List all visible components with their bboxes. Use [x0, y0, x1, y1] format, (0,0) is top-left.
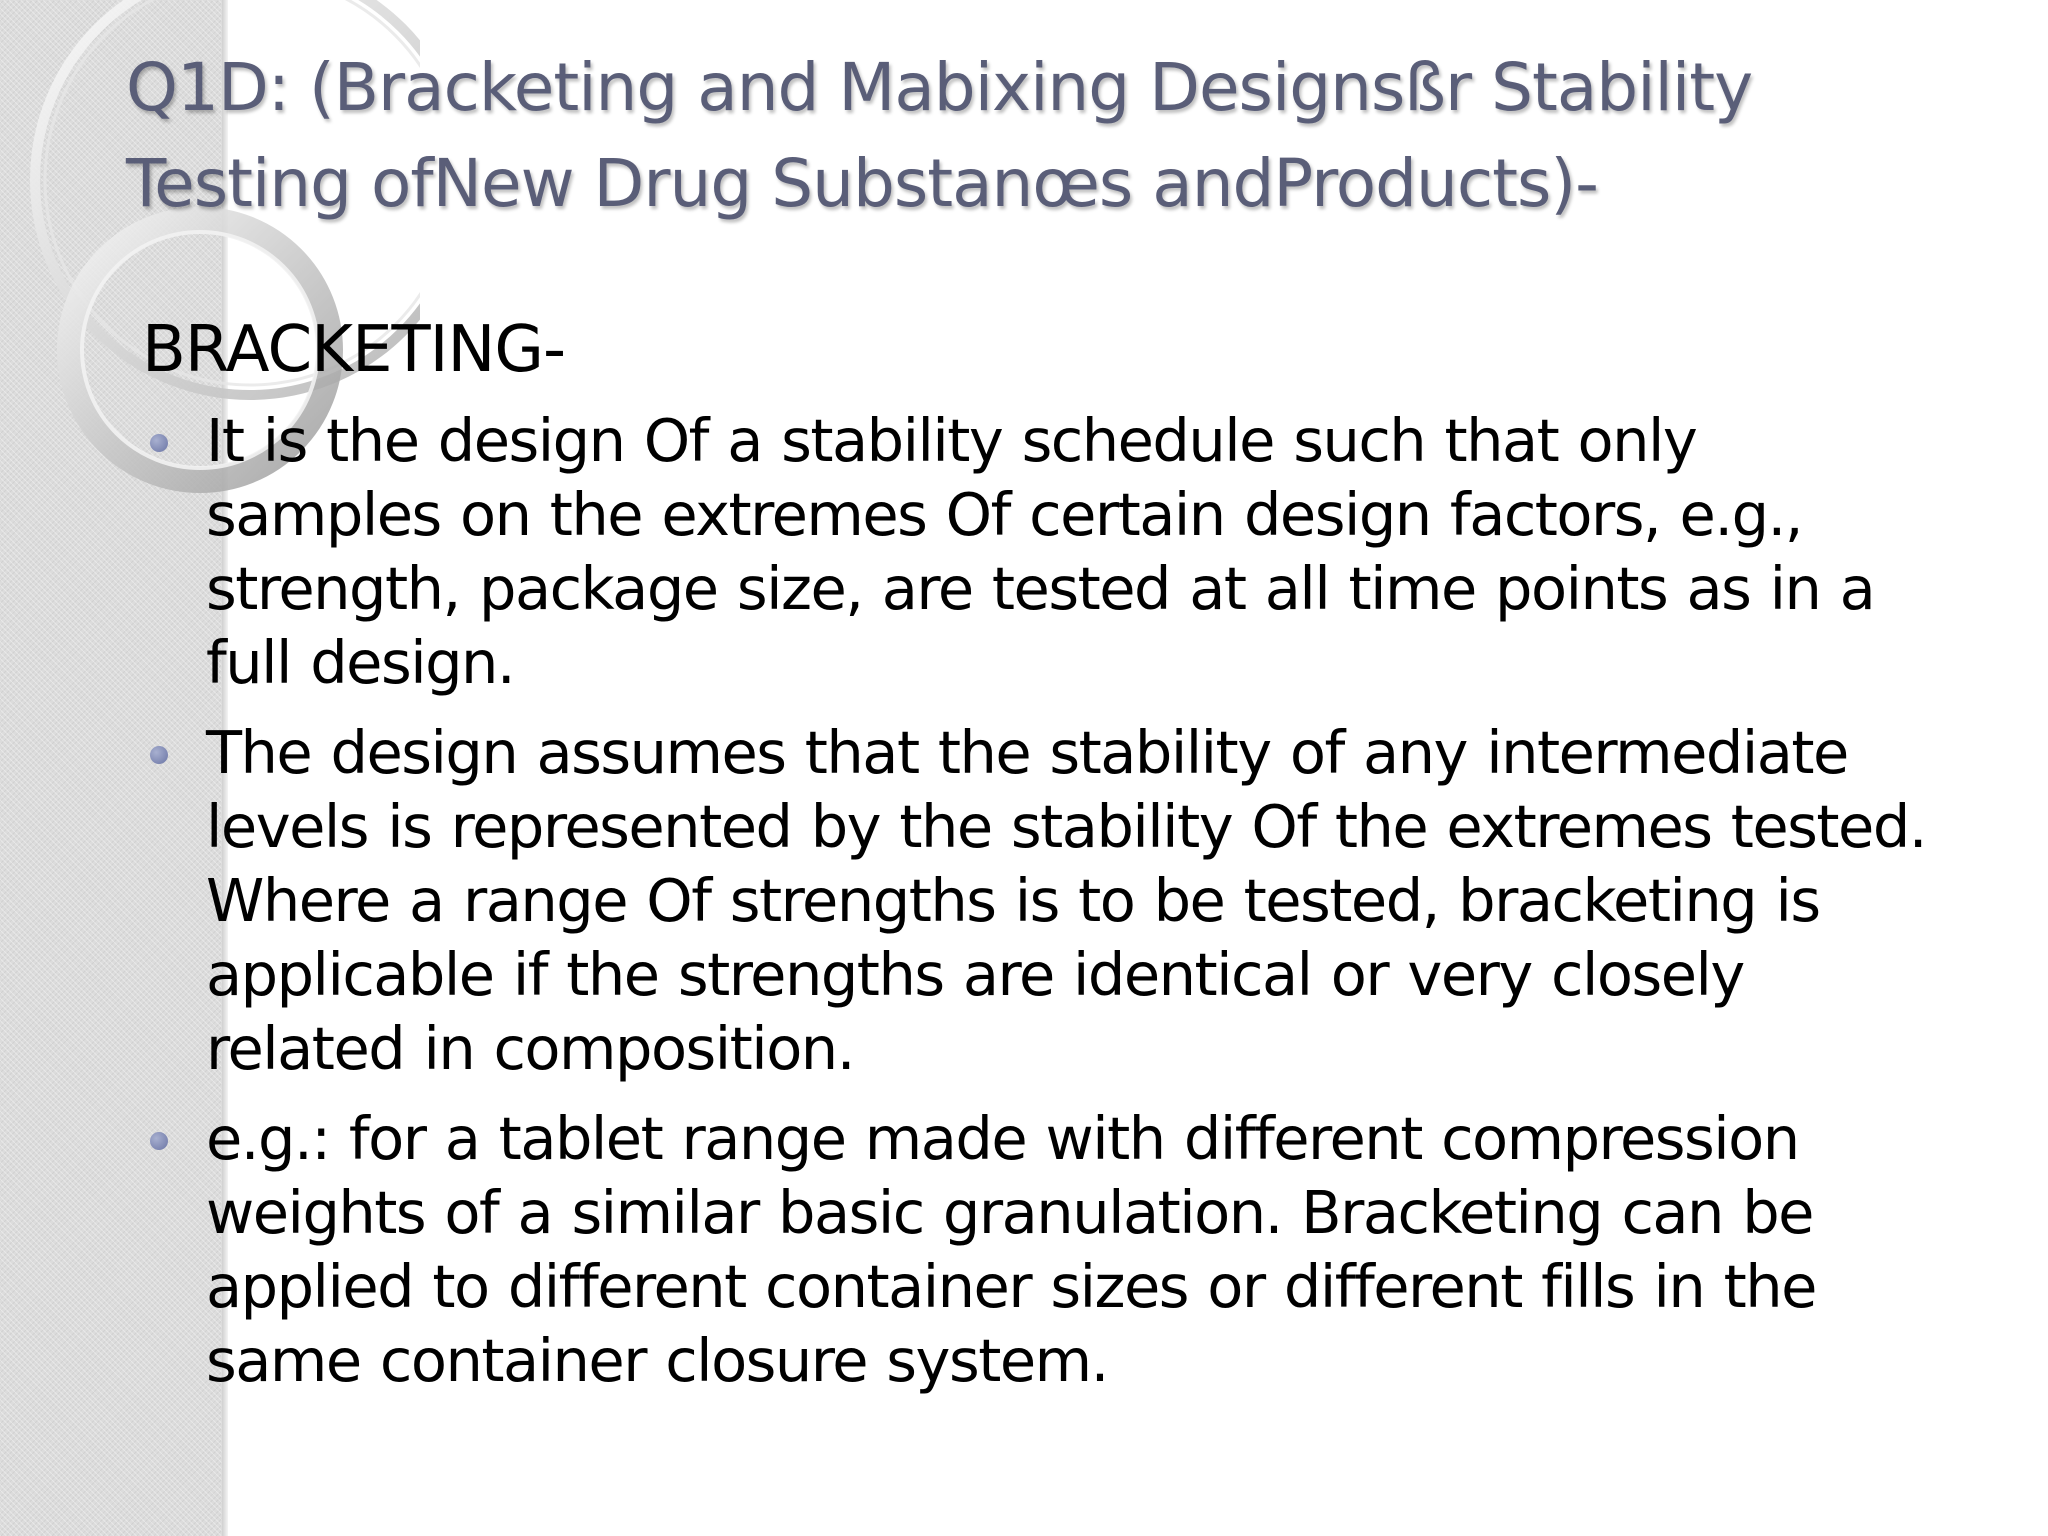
bullet-list [142, 404, 1942, 1414]
bullet-text: The design assumes that the stability of any intermediate levels is represented by the stability Of the extremes tested. Where a range Of strengths is to be tested, bracketing is applicable if the strengths are identical or very closely related in composition. [206, 718, 1927, 1083]
bullet-text: e.g.: for a tablet range made with different compression weights of a similar basic granulation. Bracketing can be applied to different container sizes or different fills in the same container closure system. [206, 1104, 1816, 1395]
bullet-item [142, 404, 1942, 700]
slide-title-line-1: Q1D: (Bracketing and Mabixing Designsßr Stability [126, 49, 1753, 126]
bullet-dot-icon [150, 434, 168, 452]
section-heading: BRACKETING- [142, 313, 566, 387]
bullet-dot-icon [150, 1132, 168, 1150]
bullet-item [142, 716, 1942, 1086]
bullet-text: It is the design Of a stability schedule such that only samples on the extremes Of certain design factors, e.g., strength, package size, are tested at all time points as in a full design. [206, 406, 1875, 697]
bullet-item [142, 1102, 1942, 1398]
slide-title [126, 40, 1926, 232]
slide-title-line-2: Testing ofNew Drug Substanœs andProducts)- [126, 145, 1598, 222]
bullet-dot-icon [150, 746, 168, 764]
